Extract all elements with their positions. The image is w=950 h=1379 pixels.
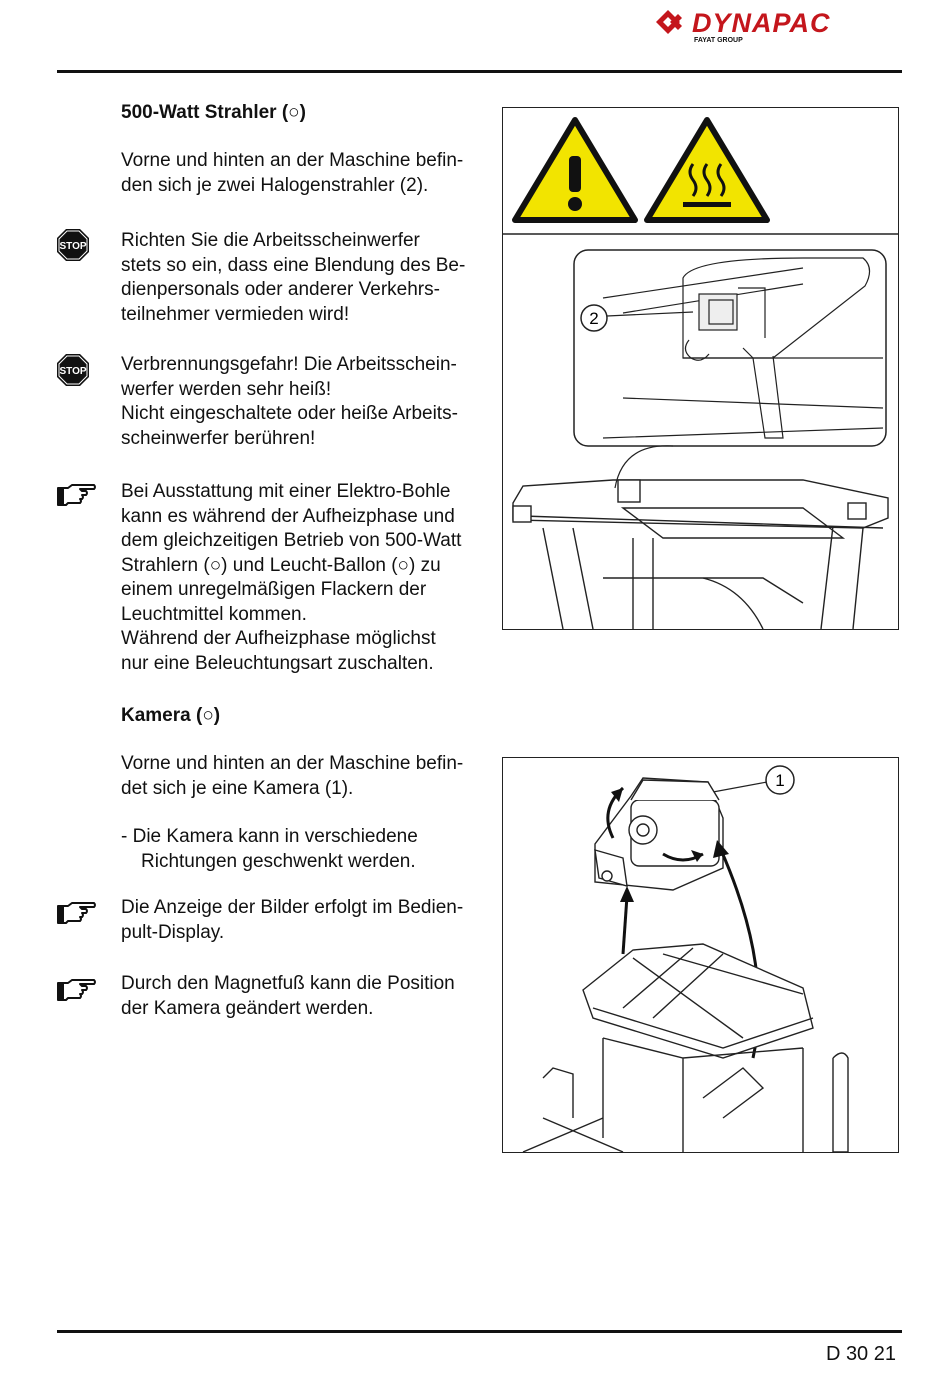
text-line: einem unregelmäßigen Flackern der (121, 579, 427, 600)
stop-sign-icon (56, 353, 90, 387)
text-line: dem gleichzeitigen Betrieb von 500-Watt (121, 530, 462, 551)
stop-label: STOP (59, 241, 87, 252)
text-line: werfer werden sehr heiß! (121, 378, 332, 400)
callout-1-label: 1 (775, 771, 785, 790)
text-line: Leuchtmittel kommen. (121, 603, 307, 625)
figure-floodlight (502, 107, 899, 630)
pointing-hand-icon (56, 900, 96, 926)
text-line: Die Anzeige der Bilder erfolgt im Bedien- (121, 897, 464, 918)
text-line: der Kamera geändert werden. (121, 997, 374, 1019)
text-line: Nicht eingeschaltete oder heiße Arbeits- (121, 403, 458, 424)
arrow-up-left (623, 896, 627, 954)
warning-exclamation-icon (515, 120, 635, 220)
stop-warning-burn (121, 353, 491, 451)
kamera-bullet (121, 825, 491, 874)
brand-subtitle: FAYAT GROUP (694, 37, 743, 44)
machine-cab-drawing (523, 944, 848, 1152)
pointing-hand-icon (56, 977, 96, 1003)
header-rule (57, 70, 902, 73)
hot-surface-icon (647, 120, 767, 220)
section-heading-strahler: 500-Watt Strahler (○) (121, 102, 306, 123)
text-line: Richten Sie die Arbeitsscheinwerfer (121, 230, 420, 251)
callout-2-label: 2 (589, 309, 599, 328)
text-line: Vorne und hinten an der Maschine befin- (121, 753, 464, 774)
note-magnet (121, 972, 491, 1021)
text-line: scheinwerfer berühren! (121, 427, 316, 449)
text-line: Richtungen geschwenkt werden. (141, 850, 416, 872)
text-line: nur eine Beleuchtungsart zuschalten. (121, 652, 434, 674)
text-line: Bei Ausstattung mit einer Elektro-Bohle (121, 481, 451, 502)
section-heading-kamera: Kamera (○) (121, 705, 221, 726)
text-line: Strahlern (○) und Leucht-Ballon (○) zu (121, 554, 441, 576)
text-line: Verbrennungsgefahr! Die Arbeitsschein- (121, 354, 457, 375)
figure-camera (502, 757, 899, 1153)
text-line: pult-Display. (121, 921, 225, 943)
brand-name: DYNAPAC (692, 8, 831, 38)
text-line: teilnehmer vermieden wird! (121, 303, 350, 325)
text-line: kann es während der Aufheizphase und (121, 505, 455, 527)
text-line: - Die Kamera kann in verschiedene (121, 826, 418, 847)
text-line: det sich je eine Kamera (1). (121, 777, 354, 799)
logo-mark-icon (656, 10, 682, 34)
text-line: Während der Aufheizphase möglichst (121, 628, 436, 649)
note-flicker (121, 480, 491, 676)
stop-warning-glare (121, 229, 491, 327)
stop-sign-icon (56, 228, 90, 262)
dynapac-logo (654, 4, 904, 44)
text-line: dienpersonals oder anderer Verkehrs- (121, 279, 440, 300)
pointing-hand-icon (56, 482, 96, 508)
note-display (121, 896, 491, 945)
text-line: den sich je zwei Halogenstrahler (2). (121, 174, 429, 196)
text-line: stets so ein, dass eine Blendung des Be- (121, 254, 466, 276)
text-line: Durch den Magnetfuß kann die Position (121, 973, 455, 994)
kamera-intro (121, 752, 491, 801)
strahler-intro (121, 149, 491, 198)
text-line: Vorne und hinten an der Maschine befin- (121, 150, 464, 171)
page-code: D 30 21 (825, 1343, 896, 1365)
footer-rule (57, 1330, 902, 1333)
machine-roof-drawing (513, 480, 888, 629)
stop-label: STOP (59, 366, 87, 377)
